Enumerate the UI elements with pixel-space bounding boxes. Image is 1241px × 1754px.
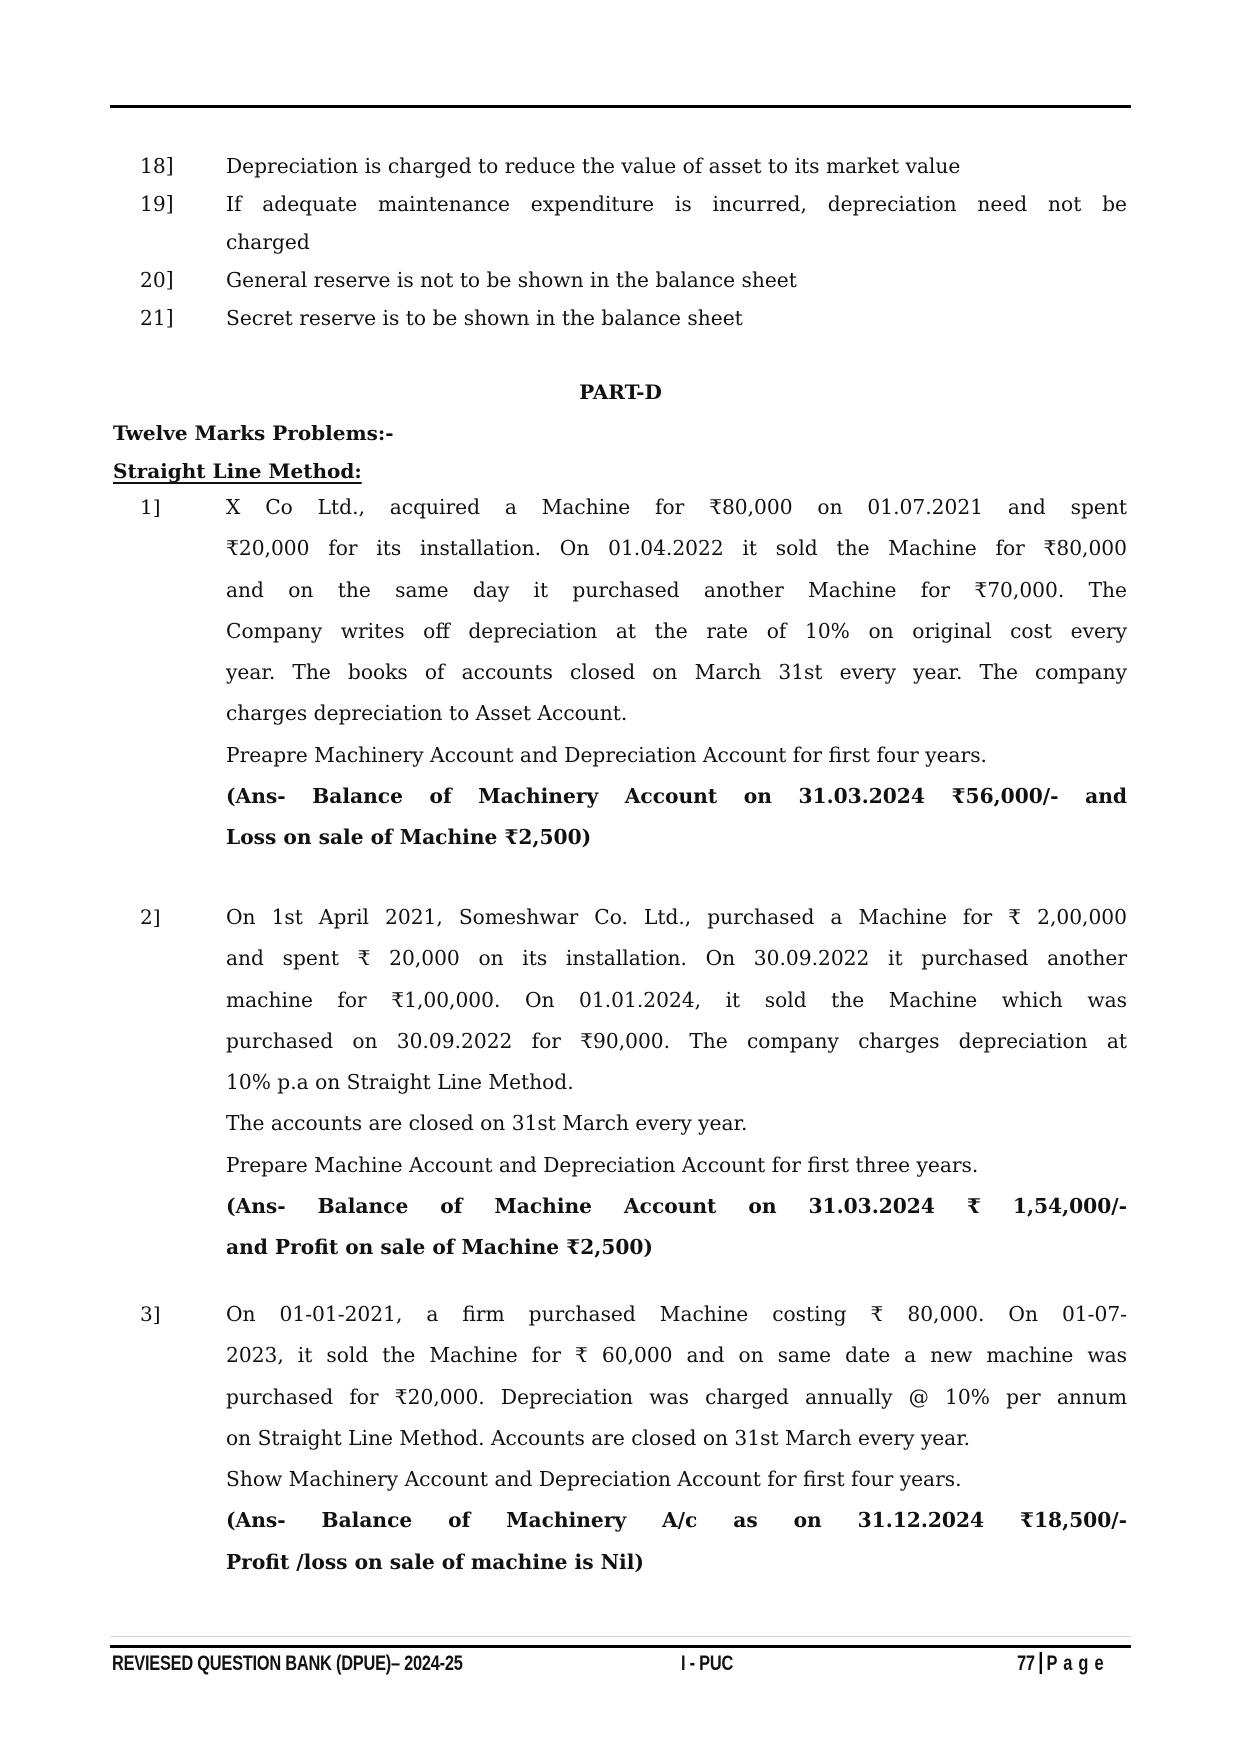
problem-line: and spent ₹ 20,000 on its installation. On 30.09.2022 it purchased another — [226, 946, 1127, 971]
statement-number: 20] — [140, 268, 174, 292]
problem-line: ₹20,000 for its installation. On 01.04.2022 it sold the Machine for ₹80,000 — [226, 536, 1127, 561]
subsection-heading: Straight Line Method: — [113, 459, 362, 483]
problem-line: machine for ₹1,00,000. On 01.01.2024, it sold the Machine which was — [226, 987, 1127, 1012]
problem-number: 3] — [140, 1302, 161, 1326]
part-title: PART-D — [579, 380, 662, 404]
statement-text: Secret reserve is to be shown in the balance sheet — [226, 306, 743, 330]
problem-line: On 01-01-2021, a firm purchased Machine costing ₹ 80,000. On 01-07- — [226, 1302, 1127, 1326]
problem-number: 2] — [140, 905, 161, 929]
problem-text — [226, 1294, 1127, 1583]
answer-line: (Ans- Balance of Machinery Account on 31.03.2024 ₹56,000/- and — [226, 784, 1127, 809]
page-number: 77 — [1017, 1652, 1035, 1675]
statement-text: General reserve is not to be shown in the balance sheet — [226, 268, 797, 292]
section-heading: Twelve Marks Problems:- — [113, 421, 394, 445]
answer-line: (Ans- Balance of Machinery A/c as on 31.12.2024 ₹18,500/- — [226, 1508, 1127, 1533]
problem-line: purchased for ₹20,000. Depreciation was charged annually @ 10% per annum — [226, 1384, 1127, 1409]
page-separator — [1039, 1652, 1041, 1674]
answer-line: and Profit on sale of Machine ₹2,500) — [226, 1235, 653, 1260]
footer-rule — [110, 1645, 1131, 1648]
problem-text — [226, 487, 1127, 859]
problem-text — [226, 897, 1127, 1269]
footer-page-indicator — [1017, 1652, 1104, 1676]
problem-line: On 1st April 2021, Someshwar Co. Ltd., purchased a Machine for ₹ 2,00,000 — [226, 905, 1127, 929]
problem-number: 1] — [140, 495, 161, 519]
footer-rule-thin — [110, 1636, 1131, 1637]
page-label: P a g e — [1046, 1652, 1105, 1675]
problem-line: 10% p.a on Straight Line Method. — [226, 1070, 574, 1095]
problem-line: year. The books of accounts closed on March 31st every year. The company — [226, 660, 1127, 685]
problem-line: charges depreciation to Asset Account. — [226, 701, 628, 726]
statement-number: 21] — [140, 306, 174, 330]
answer-line: (Ans- Balance of Machine Account on 31.03.2024 ₹ 1,54,000/- — [226, 1194, 1127, 1219]
statement-number: 19] — [140, 192, 174, 216]
problem-line: on Straight Line Method. Accounts are closed on 31st March every year. — [226, 1425, 971, 1450]
statement-number: 18] — [140, 154, 174, 178]
header-rule — [110, 105, 1131, 108]
problem-line: Preapre Machinery Account and Depreciation Account for first four years. — [226, 742, 987, 767]
problem-line: X Co Ltd., acquired a Machine for ₹80,000 on 01.07.2021 and spent — [226, 495, 1127, 519]
problem-line: and on the same day it purchased another Machine for ₹70,000. The — [226, 577, 1127, 602]
answer-line: Loss on sale of Machine ₹2,500) — [226, 825, 592, 850]
footer-class-label: I - PUC — [681, 1652, 734, 1675]
footer-document-title: REVIESED QUESTION BANK (DPUE)– 2024-25 — [112, 1652, 463, 1675]
problem-line: The accounts are closed on 31st March every year. — [226, 1111, 748, 1136]
statement-text: If adequate maintenance expenditure is incurred, depreciation need not be — [226, 192, 1127, 216]
problem-line: purchased on 30.09.2022 for ₹90,000. The company charges depreciation at — [226, 1028, 1127, 1053]
problem-line: 2023, it sold the Machine for ₹ 60,000 and on same date a new machine was — [226, 1343, 1127, 1368]
problem-line: Show Machinery Account and Depreciation Account for first four years. — [226, 1467, 962, 1492]
problem-line: Company writes off depreciation at the rate of 10% on original cost every — [226, 618, 1127, 643]
problem-line: Prepare Machine Account and Depreciation Account for first three years. — [226, 1152, 979, 1177]
statement-text: Depreciation is charged to reduce the value of asset to its market value — [226, 154, 961, 178]
statement-text-continued: charged — [226, 230, 310, 254]
answer-line: Profit /loss on sale of machine is Nil) — [226, 1549, 644, 1574]
